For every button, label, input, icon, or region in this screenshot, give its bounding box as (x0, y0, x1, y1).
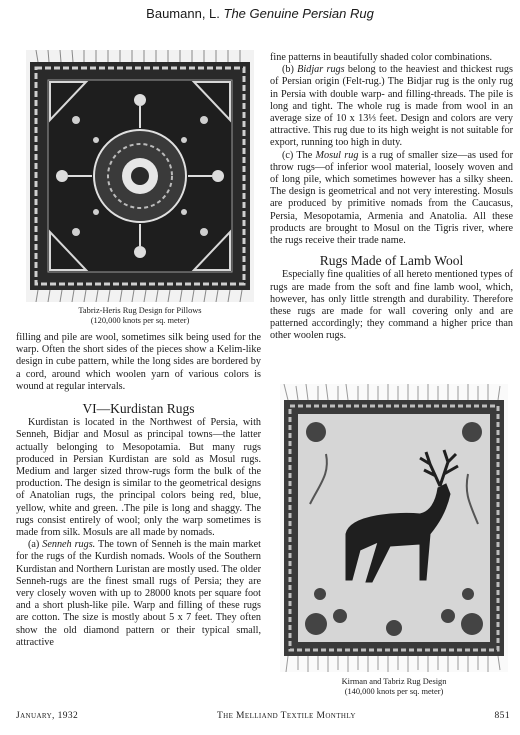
item-label: (b) (282, 64, 294, 76)
item-text: The town of Senneh is the main market for the rugs of the Kurdish nomads. Wools of the Southern Kurdistan and Northern Luristan are mostly used. The older Senneh-rugs are the finest small rugs of Persia; they are very closely woven with up to 28000 knots per square foot and a short plush-like pile. Warp and filling of these rugs are cotton. The size is mostly about 5 x 7 feet. They often show the old diamond pattern or their typical small, attractive (16, 539, 261, 648)
rug-illustration (26, 50, 254, 302)
footer-date: January, 1932 (16, 711, 79, 721)
left-column (16, 332, 261, 649)
figure-kirman-tabriz-rug (280, 384, 508, 672)
paragraph: Especially fine qualities of all hereto mentioned types of rugs are made from the soft and fine lamb wool, which, however, has only little strength and durability. Therefore these rugs are made for wall covering only and are patterned accordingly; they command a higher price than other woolen rugs. (270, 269, 513, 342)
paragraph-mosul (270, 150, 513, 248)
figure1-caption (26, 306, 254, 326)
section-heading-kurdistan: VI—Kurdistan Rugs (82, 401, 195, 417)
figure1-caption-title: Tabriz-Heris Rug Design for Pillows (78, 306, 202, 315)
header-title: The Genuine Persian Rug (223, 6, 374, 21)
italic-term: Mosul rug (315, 149, 359, 161)
item-text: belong to the heaviest and thickest rugs of Persian origin (Felt-rug.) The Bidjar rug is the only rug in Persia with double warp- and filling-threads. The pile is long and tight. The whole rug is made from wool in an average size of 10 x 13⅓ feet. Design and colors are very attractive. This rug due to its high weight is not suitable for export, running too high in duty. (270, 64, 513, 149)
paragraph: Kurdistan is located in the Northwest of Persia, with Senneh, Bidjar and Mosul as principal towns—the latter actually belonging to Mesopotamia. But many rugs produced in Persian Kurdistan are sold as Mosul rugs. Medium and larger sized throw-rugs form the bulk of the production. The design is similar to the geometrical designs of Anatolian rugs, the principal colors being red, blue, yellow, white and green. .The pile is long and shaggy. The rugs consist entirely of wool; only the warp sometimes is made from silk. Mosuls are all made by nomads. (16, 417, 261, 539)
header-author: Baumann, L. (146, 6, 220, 21)
figure2-caption (280, 677, 508, 697)
footer-journal: The Melliand Textile Monthly (216, 711, 356, 721)
item-label: (a) (28, 539, 40, 551)
italic-term: Senneh rugs. (42, 539, 96, 551)
figure-tabriz-heris-rug (26, 50, 254, 302)
item-label: (c) (282, 149, 294, 161)
figure1-caption-knots: (120,000 knots per sq. meter) (90, 316, 190, 325)
figure2-caption-knots: (140,000 knots per sq. meter) (344, 687, 444, 696)
paragraph-senneh (16, 539, 261, 649)
page-number: 851 (494, 711, 510, 721)
paragraph: fine patterns in beautifully shaded color combinations. (270, 52, 493, 63)
rug-illustration (280, 384, 508, 672)
item-text: is a rug of smaller size—as used for throw rugs—of inferior wool material, loosely woven and of long pile, which sometimes however has a silky sheen. The design is geometrical and not very interesting. Mosuls are produced by primitive nomads from the Caucasus, Persia, Mesopotamia, Armenia and Anatolia. All these products are brought to Mosul on the Tigris river, where the rugs receive their trade name. (270, 149, 514, 247)
paragraph: filling and pile are wool, sometimes silk being used for the warp. Often the short sides of the pieces show a Kelim-like design in cube pattern, while the long sides are bordered by a cord, around which woolen yarn of various colors is wound at regular intervals. (16, 332, 261, 392)
paragraph-bidjar (270, 64, 513, 149)
section-heading-lamb-wool: Rugs Made of Lamb Wool (319, 253, 464, 269)
figure2-caption-title: Kirman and Tabriz Rug Design (341, 677, 447, 686)
running-header (0, 6, 520, 21)
page-footer (16, 711, 510, 721)
italic-term: Bidjar rugs (297, 64, 345, 76)
right-column (270, 52, 513, 343)
item-text-pre: The (296, 149, 313, 161)
